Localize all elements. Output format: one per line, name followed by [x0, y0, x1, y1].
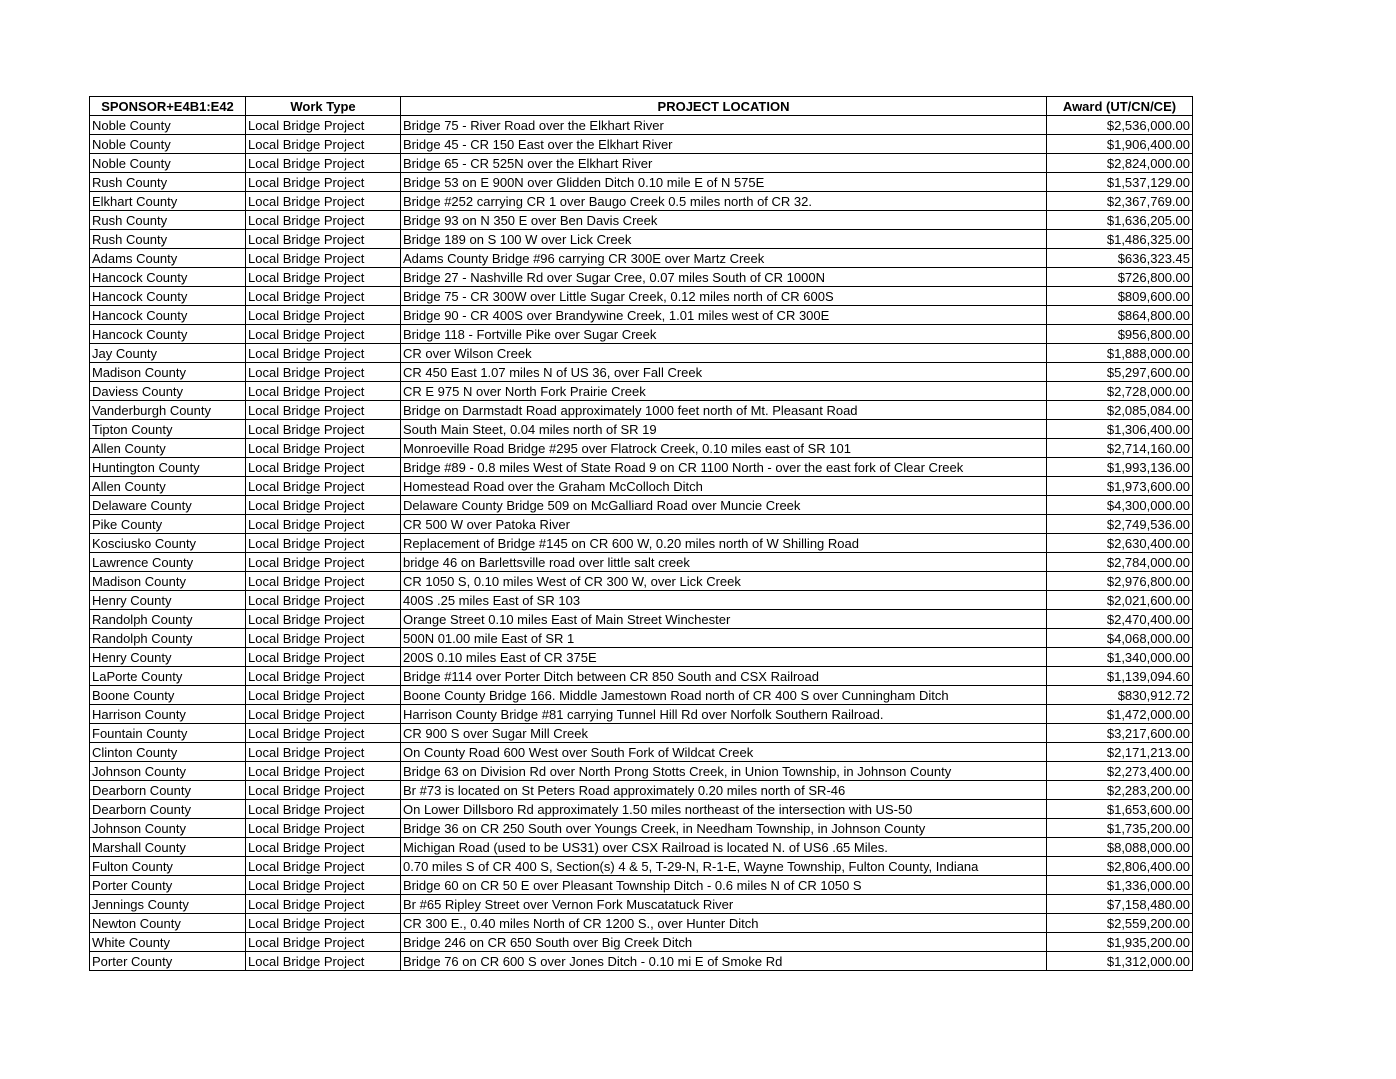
table-row	[90, 420, 1193, 439]
cell-work-type: Local Bridge Project	[246, 762, 401, 781]
table-row	[90, 838, 1193, 857]
cell-sponsor: Allen County	[90, 477, 246, 496]
table-row	[90, 667, 1193, 686]
cell-sponsor: Randolph County	[90, 629, 246, 648]
cell-project-location: CR 1050 S, 0.10 miles West of CR 300 W, over Lick Creek	[401, 572, 1047, 591]
cell-sponsor: Hancock County	[90, 268, 246, 287]
cell-work-type: Local Bridge Project	[246, 135, 401, 154]
cell-project-location: Bridge 53 on E 900N over Glidden Ditch 0.10 mile E of N 575E	[401, 173, 1047, 192]
cell-award: $830,912.72	[1047, 686, 1193, 705]
cell-work-type: Local Bridge Project	[246, 287, 401, 306]
cell-award: $2,273,400.00	[1047, 762, 1193, 781]
table-row	[90, 800, 1193, 819]
cell-work-type: Local Bridge Project	[246, 230, 401, 249]
cell-sponsor: Porter County	[90, 876, 246, 895]
cell-sponsor: Jay County	[90, 344, 246, 363]
cell-sponsor: Madison County	[90, 363, 246, 382]
cell-sponsor: Hancock County	[90, 306, 246, 325]
cell-project-location: bridge 46 on Barlettsville road over little salt creek	[401, 553, 1047, 572]
table-row	[90, 173, 1193, 192]
cell-work-type: Local Bridge Project	[246, 667, 401, 686]
cell-project-location: 500N 01.00 mile East of SR 1	[401, 629, 1047, 648]
table-row	[90, 629, 1193, 648]
cell-sponsor: Boone County	[90, 686, 246, 705]
cell-project-location: Bridge 118 - Fortville Pike over Sugar Creek	[401, 325, 1047, 344]
table-row	[90, 116, 1193, 135]
header-row	[90, 97, 1193, 116]
cell-work-type: Local Bridge Project	[246, 572, 401, 591]
cell-work-type: Local Bridge Project	[246, 800, 401, 819]
cell-project-location: South Main Steet, 0.04 miles north of SR 19	[401, 420, 1047, 439]
table-row	[90, 496, 1193, 515]
cell-award: $4,300,000.00	[1047, 496, 1193, 515]
cell-sponsor: Delaware County	[90, 496, 246, 515]
cell-work-type: Local Bridge Project	[246, 496, 401, 515]
cell-project-location: 200S 0.10 miles East of CR 375E	[401, 648, 1047, 667]
header-project-location: PROJECT LOCATION	[401, 97, 1047, 116]
cell-work-type: Local Bridge Project	[246, 952, 401, 971]
table-row	[90, 648, 1193, 667]
cell-award: $8,088,000.00	[1047, 838, 1193, 857]
table-row	[90, 591, 1193, 610]
cell-project-location: Bridge 189 on S 100 W over Lick Creek	[401, 230, 1047, 249]
cell-project-location: Bridge 36 on CR 250 South over Youngs Creek, in Needham Township, in Johnson County	[401, 819, 1047, 838]
cell-sponsor: Henry County	[90, 591, 246, 610]
cell-work-type: Local Bridge Project	[246, 933, 401, 952]
cell-work-type: Local Bridge Project	[246, 648, 401, 667]
table-row	[90, 553, 1193, 572]
cell-project-location: Homestead Road over the Graham McColloch Ditch	[401, 477, 1047, 496]
cell-work-type: Local Bridge Project	[246, 382, 401, 401]
cell-project-location: Adams County Bridge #96 carrying CR 300E over Martz Creek	[401, 249, 1047, 268]
cell-sponsor: Newton County	[90, 914, 246, 933]
cell-award: $1,935,200.00	[1047, 933, 1193, 952]
cell-sponsor: Madison County	[90, 572, 246, 591]
cell-sponsor: Hancock County	[90, 325, 246, 344]
cell-award: $2,824,000.00	[1047, 154, 1193, 173]
cell-award: $726,800.00	[1047, 268, 1193, 287]
cell-work-type: Local Bridge Project	[246, 914, 401, 933]
cell-sponsor: Noble County	[90, 116, 246, 135]
cell-sponsor: Porter County	[90, 952, 246, 971]
cell-project-location: CR E 975 N over North Fork Prairie Creek	[401, 382, 1047, 401]
cell-award: $2,470,400.00	[1047, 610, 1193, 629]
bridge-awards-table	[89, 96, 1193, 971]
cell-work-type: Local Bridge Project	[246, 249, 401, 268]
cell-award: $2,021,600.00	[1047, 591, 1193, 610]
cell-award: $1,312,000.00	[1047, 952, 1193, 971]
cell-project-location: Bridge 65 - CR 525N over the Elkhart River	[401, 154, 1047, 173]
table-row	[90, 477, 1193, 496]
cell-project-location: CR over Wilson Creek	[401, 344, 1047, 363]
table-row	[90, 952, 1193, 971]
cell-award: $4,068,000.00	[1047, 629, 1193, 648]
cell-work-type: Local Bridge Project	[246, 515, 401, 534]
cell-sponsor: Dearborn County	[90, 800, 246, 819]
cell-sponsor: Dearborn County	[90, 781, 246, 800]
table-row	[90, 857, 1193, 876]
cell-sponsor: Johnson County	[90, 762, 246, 781]
cell-work-type: Local Bridge Project	[246, 591, 401, 610]
cell-sponsor: Kosciusko County	[90, 534, 246, 553]
cell-project-location: CR 450 East 1.07 miles N of US 36, over Fall Creek	[401, 363, 1047, 382]
cell-sponsor: White County	[90, 933, 246, 952]
table-row	[90, 230, 1193, 249]
cell-award: $2,714,160.00	[1047, 439, 1193, 458]
cell-award: $1,888,000.00	[1047, 344, 1193, 363]
table-row	[90, 724, 1193, 743]
cell-work-type: Local Bridge Project	[246, 857, 401, 876]
cell-work-type: Local Bridge Project	[246, 458, 401, 477]
cell-sponsor: Noble County	[90, 154, 246, 173]
cell-work-type: Local Bridge Project	[246, 724, 401, 743]
cell-project-location: Bridge 90 - CR 400S over Brandywine Creek, 1.01 miles west of CR 300E	[401, 306, 1047, 325]
table-row	[90, 781, 1193, 800]
cell-project-location: Bridge 93 on N 350 E over Ben Davis Creek	[401, 211, 1047, 230]
cell-award: $809,600.00	[1047, 287, 1193, 306]
cell-project-location: 400S .25 miles East of SR 103	[401, 591, 1047, 610]
cell-sponsor: Allen County	[90, 439, 246, 458]
cell-award: $1,336,000.00	[1047, 876, 1193, 895]
cell-award: $636,323.45	[1047, 249, 1193, 268]
table-row	[90, 895, 1193, 914]
cell-sponsor: Henry County	[90, 648, 246, 667]
table-row	[90, 268, 1193, 287]
cell-sponsor: Daviess County	[90, 382, 246, 401]
cell-award: $1,486,325.00	[1047, 230, 1193, 249]
cell-project-location: Delaware County Bridge 509 on McGalliard Road over Muncie Creek	[401, 496, 1047, 515]
cell-work-type: Local Bridge Project	[246, 439, 401, 458]
cell-award: $2,630,400.00	[1047, 534, 1193, 553]
cell-award: $1,973,600.00	[1047, 477, 1193, 496]
cell-project-location: Boone County Bridge 166. Middle Jamestown Road north of CR 400 S over Cunningham Ditch	[401, 686, 1047, 705]
cell-award: $2,536,000.00	[1047, 116, 1193, 135]
cell-project-location: Bridge 60 on CR 50 E over Pleasant Township Ditch - 0.6 miles N of CR 1050 S	[401, 876, 1047, 895]
cell-award: $1,340,000.00	[1047, 648, 1193, 667]
table-body	[90, 116, 1193, 971]
cell-award: $1,537,129.00	[1047, 173, 1193, 192]
cell-project-location: Bridge 27 - Nashville Rd over Sugar Cree, 0.07 miles South of CR 1000N	[401, 268, 1047, 287]
cell-work-type: Local Bridge Project	[246, 116, 401, 135]
cell-award: $2,085,084.00	[1047, 401, 1193, 420]
table-row	[90, 933, 1193, 952]
table-row	[90, 401, 1193, 420]
cell-work-type: Local Bridge Project	[246, 344, 401, 363]
cell-sponsor: Rush County	[90, 230, 246, 249]
cell-award: $1,735,200.00	[1047, 819, 1193, 838]
cell-work-type: Local Bridge Project	[246, 477, 401, 496]
cell-sponsor: Fulton County	[90, 857, 246, 876]
cell-project-location: Orange Street 0.10 miles East of Main Street Winchester	[401, 610, 1047, 629]
table-row	[90, 572, 1193, 591]
cell-award: $2,283,200.00	[1047, 781, 1193, 800]
table-row	[90, 135, 1193, 154]
cell-award: $1,636,205.00	[1047, 211, 1193, 230]
cell-project-location: CR 900 S over Sugar Mill Creek	[401, 724, 1047, 743]
table-row	[90, 211, 1193, 230]
cell-sponsor: Pike County	[90, 515, 246, 534]
cell-sponsor: Noble County	[90, 135, 246, 154]
cell-project-location: CR 500 W over Patoka River	[401, 515, 1047, 534]
cell-sponsor: Hancock County	[90, 287, 246, 306]
cell-work-type: Local Bridge Project	[246, 610, 401, 629]
cell-project-location: On County Road 600 West over South Fork of Wildcat Creek	[401, 743, 1047, 762]
cell-work-type: Local Bridge Project	[246, 401, 401, 420]
table-row	[90, 705, 1193, 724]
cell-work-type: Local Bridge Project	[246, 895, 401, 914]
cell-work-type: Local Bridge Project	[246, 876, 401, 895]
cell-sponsor: Adams County	[90, 249, 246, 268]
cell-work-type: Local Bridge Project	[246, 629, 401, 648]
table-row	[90, 610, 1193, 629]
table-row	[90, 515, 1193, 534]
cell-project-location: On Lower Dillsboro Rd approximately 1.50 miles northeast of the intersection with US-50	[401, 800, 1047, 819]
cell-sponsor: LaPorte County	[90, 667, 246, 686]
cell-sponsor: Harrison County	[90, 705, 246, 724]
table-row	[90, 439, 1193, 458]
cell-project-location: Bridge 75 - River Road over the Elkhart River	[401, 116, 1047, 135]
table-row	[90, 534, 1193, 553]
cell-project-location: Bridge #114 over Porter Ditch between CR 850 South and CSX Railroad	[401, 667, 1047, 686]
cell-sponsor: Johnson County	[90, 819, 246, 838]
table-row	[90, 382, 1193, 401]
table-row	[90, 876, 1193, 895]
cell-work-type: Local Bridge Project	[246, 781, 401, 800]
cell-sponsor: Tipton County	[90, 420, 246, 439]
cell-sponsor: Marshall County	[90, 838, 246, 857]
cell-work-type: Local Bridge Project	[246, 553, 401, 572]
cell-project-location: Bridge on Darmstadt Road approximately 1000 feet north of Mt. Pleasant Road	[401, 401, 1047, 420]
table-row	[90, 325, 1193, 344]
cell-award: $3,217,600.00	[1047, 724, 1193, 743]
cell-award: $864,800.00	[1047, 306, 1193, 325]
cell-project-location: Replacement of Bridge #145 on CR 600 W, 0.20 miles north of W Shilling Road	[401, 534, 1047, 553]
cell-work-type: Local Bridge Project	[246, 838, 401, 857]
cell-award: $2,171,213.00	[1047, 743, 1193, 762]
cell-project-location: Harrison County Bridge #81 carrying Tunnel Hill Rd over Norfolk Southern Railroad.	[401, 705, 1047, 724]
cell-sponsor: Rush County	[90, 211, 246, 230]
table-row	[90, 363, 1193, 382]
cell-award: $1,139,094.60	[1047, 667, 1193, 686]
cell-award: $2,806,400.00	[1047, 857, 1193, 876]
cell-sponsor: Huntington County	[90, 458, 246, 477]
cell-award: $5,297,600.00	[1047, 363, 1193, 382]
cell-project-location: Bridge 246 on CR 650 South over Big Creek Ditch	[401, 933, 1047, 952]
cell-award: $1,906,400.00	[1047, 135, 1193, 154]
cell-project-location: Bridge 75 - CR 300W over Little Sugar Creek, 0.12 miles north of CR 600S	[401, 287, 1047, 306]
cell-project-location: Br #65 Ripley Street over Vernon Fork Muscatatuck River	[401, 895, 1047, 914]
table-row	[90, 249, 1193, 268]
cell-sponsor: Lawrence County	[90, 553, 246, 572]
table-row	[90, 686, 1193, 705]
cell-award: $2,367,769.00	[1047, 192, 1193, 211]
cell-work-type: Local Bridge Project	[246, 534, 401, 553]
cell-award: $1,653,600.00	[1047, 800, 1193, 819]
table-row	[90, 914, 1193, 933]
cell-work-type: Local Bridge Project	[246, 363, 401, 382]
cell-project-location: Monroeville Road Bridge #295 over Flatrock Creek, 0.10 miles east of SR 101	[401, 439, 1047, 458]
cell-project-location: Bridge 45 - CR 150 East over the Elkhart River	[401, 135, 1047, 154]
cell-award: $1,306,400.00	[1047, 420, 1193, 439]
cell-work-type: Local Bridge Project	[246, 325, 401, 344]
cell-sponsor: Clinton County	[90, 743, 246, 762]
table-row	[90, 344, 1193, 363]
cell-work-type: Local Bridge Project	[246, 192, 401, 211]
header-work-type: Work Type	[246, 97, 401, 116]
header-sponsor: SPONSOR+E4B1:E42	[90, 97, 246, 116]
table-row	[90, 458, 1193, 477]
cell-work-type: Local Bridge Project	[246, 306, 401, 325]
table-row	[90, 306, 1193, 325]
cell-award: $956,800.00	[1047, 325, 1193, 344]
table-row	[90, 154, 1193, 173]
table-row	[90, 819, 1193, 838]
table-row	[90, 743, 1193, 762]
cell-work-type: Local Bridge Project	[246, 705, 401, 724]
cell-sponsor: Fountain County	[90, 724, 246, 743]
header-award: Award (UT/CN/CE)	[1047, 97, 1193, 116]
table-row	[90, 192, 1193, 211]
cell-sponsor: Jennings County	[90, 895, 246, 914]
cell-project-location: 0.70 miles S of CR 400 S, Section(s) 4 & 5, T-29-N, R-1-E, Wayne Township, Fulton County, Indiana	[401, 857, 1047, 876]
cell-award: $1,993,136.00	[1047, 458, 1193, 477]
cell-award: $2,559,200.00	[1047, 914, 1193, 933]
cell-work-type: Local Bridge Project	[246, 686, 401, 705]
cell-work-type: Local Bridge Project	[246, 211, 401, 230]
cell-work-type: Local Bridge Project	[246, 154, 401, 173]
cell-award: $7,158,480.00	[1047, 895, 1193, 914]
cell-award: $2,728,000.00	[1047, 382, 1193, 401]
cell-sponsor: Elkhart County	[90, 192, 246, 211]
cell-work-type: Local Bridge Project	[246, 420, 401, 439]
cell-work-type: Local Bridge Project	[246, 268, 401, 287]
cell-sponsor: Rush County	[90, 173, 246, 192]
cell-project-location: Bridge 63 on Division Rd over North Prong Stotts Creek, in Union Township, in Johnson County	[401, 762, 1047, 781]
cell-project-location: Bridge #252 carrying CR 1 over Baugo Creek 0.5 miles north of CR 32.	[401, 192, 1047, 211]
cell-work-type: Local Bridge Project	[246, 819, 401, 838]
cell-project-location: Bridge #89 - 0.8 miles West of State Road 9 on CR 1100 North - over the east fork of Clear Creek	[401, 458, 1047, 477]
cell-sponsor: Vanderburgh County	[90, 401, 246, 420]
cell-award: $1,472,000.00	[1047, 705, 1193, 724]
cell-project-location: CR 300 E., 0.40 miles North of CR 1200 S., over Hunter Ditch	[401, 914, 1047, 933]
cell-project-location: Br #73 is located on St Peters Road approximately 0.20 miles north of SR-46	[401, 781, 1047, 800]
cell-work-type: Local Bridge Project	[246, 743, 401, 762]
cell-award: $2,976,800.00	[1047, 572, 1193, 591]
table-row	[90, 762, 1193, 781]
cell-work-type: Local Bridge Project	[246, 173, 401, 192]
cell-award: $2,749,536.00	[1047, 515, 1193, 534]
cell-project-location: Michigan Road (used to be US31) over CSX Railroad is located N. of US6 .65 Miles.	[401, 838, 1047, 857]
cell-project-location: Bridge 76 on CR 600 S over Jones Ditch - 0.10 mi E of Smoke Rd	[401, 952, 1047, 971]
cell-award: $2,784,000.00	[1047, 553, 1193, 572]
cell-sponsor: Randolph County	[90, 610, 246, 629]
table-row	[90, 287, 1193, 306]
